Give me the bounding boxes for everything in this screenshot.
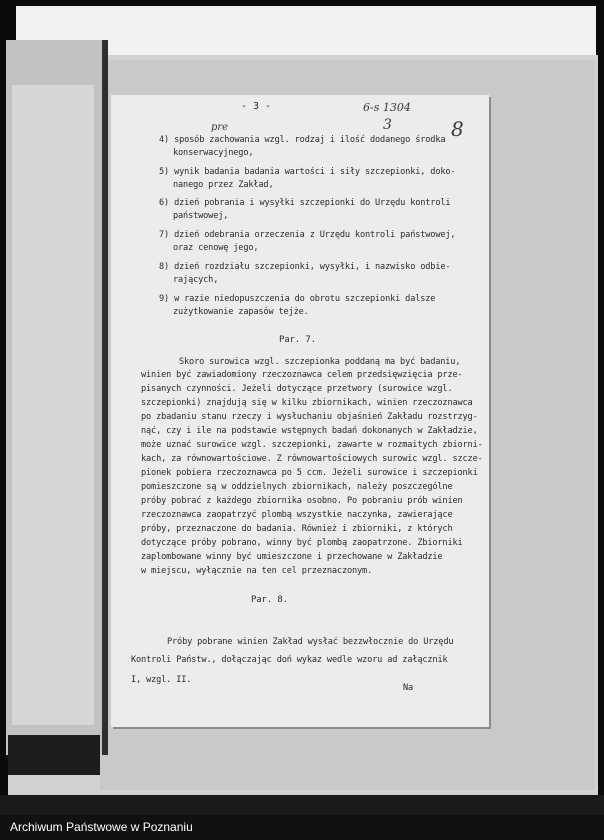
left-shadow (8, 735, 100, 775)
par7-line: kach, za równowartościowe. Z równowartościowych surowic wzgl. szcze- (141, 454, 483, 464)
par7-line: Skoro surowica wzgl. szczepionka poddaną ma być badaniu, (179, 357, 461, 367)
list-item: 7) dzień odebrania orzeczenia z Urzędu kontroli państwowej, (159, 230, 456, 240)
catchword: Na (403, 683, 414, 693)
list-item: rających, (173, 275, 219, 285)
bottom-edge (0, 795, 604, 815)
par7-line: szczepionki) znajdują się w kilku zbiornikach, winien rzeczoznawca (141, 398, 473, 408)
handwritten-number-three: 3 (383, 117, 392, 133)
par7-line: winien być zawiadomiony rzeczoznawca celem przedsięwzięcia prze- (141, 370, 463, 380)
archive-footer (0, 815, 604, 840)
par7-line: w miejscu, wyłącznie na ten cel przeznaczonym. (141, 566, 373, 576)
left-rolled-page-inner (12, 85, 94, 725)
par7-line: pisanych czynności. Jeżeli dotyczące przetwory (surowice wzgl. (141, 384, 453, 394)
par7-line: rzeczoznawca zaopatrzyć plombą wszystkie naczynka, zawierające (141, 510, 453, 520)
list-item: 9) w razie niedopuszczenia do obrotu szczepionki dalsze (159, 294, 436, 304)
section-heading-par8: Par. 8. (251, 595, 288, 605)
par8-line: Kontroli Państw., dołączając doń wykaz wedle wzoru ad załącznik (131, 655, 448, 665)
list-item: 6) dzień pobrania i wysyłki szczepionki do Urzędu kontroli (159, 198, 451, 208)
handwritten-note-top: 6-s 1304 (363, 101, 411, 114)
section-heading-par7: Par. 7. (279, 335, 316, 345)
archive-name: Archiwum Państwowe w Poznaniu (10, 820, 193, 834)
handwritten-number-eight: 8 (451, 117, 464, 141)
list-item: zużytkowanie zapasów tejże. (173, 307, 309, 317)
par7-line: po zbadaniu stanu rzeczy i wysłuchaniu objaśnień Zakładu rozstrzyg- (141, 412, 478, 422)
handwritten-insert-item4: pre (211, 122, 229, 133)
par7-line: pionek pobiera rzeczoznawca po 5 ccm. Jeżeli surowice i szczepionki (141, 468, 478, 478)
par7-line: próby pobrać z każdego zbiornika osobno. Po pobraniu prób winien (141, 496, 463, 506)
list-item: oraz cenowę jego, (173, 243, 259, 253)
list-item: nanego przez Zakład, (173, 180, 274, 190)
par7-line: próby, przeznaczone do badania. Również i zbiorniki, z których (141, 524, 453, 534)
list-item: 4) sposób zachowania wzgl. rodzaj i ilość dodanego środka (159, 135, 446, 145)
list-item: konserwacyjnego, (173, 148, 254, 158)
par7-line: pomieszczone są w oddzielnych zbiornikach, należy poszczególne (141, 482, 453, 492)
list-item: państwowej, (173, 211, 229, 221)
par8-line: Próby pobrane winien Zakład wysłać bezzwłocznie do Urzędu (167, 637, 454, 647)
par7-line: nąć, czy i ile na podstawie wstępnych badań dokonanych w Zakładzie, (141, 426, 478, 436)
document-page (111, 95, 489, 727)
page-number: - 3 - (241, 101, 272, 112)
par8-line: I, wzgl. II. (131, 675, 192, 685)
list-item: 5) wynik badania badania wartości i siły szczepionki, doko- (159, 167, 456, 177)
par7-line: może uznać surowice wzgl. szczepionki, zawarte w rozmaitych zbiorni- (141, 440, 483, 450)
par7-line: zaplombowane winny być umieszczone i przechowane w Zakładzie (141, 552, 443, 562)
list-item: 8) dzień rozdziału szczepionki, wysyłki, i nazwisko odbie- (159, 262, 451, 272)
par7-line: dotyczące próby pobrano, winny być plombą zaopatrzone. Zbiorniki (141, 538, 463, 548)
